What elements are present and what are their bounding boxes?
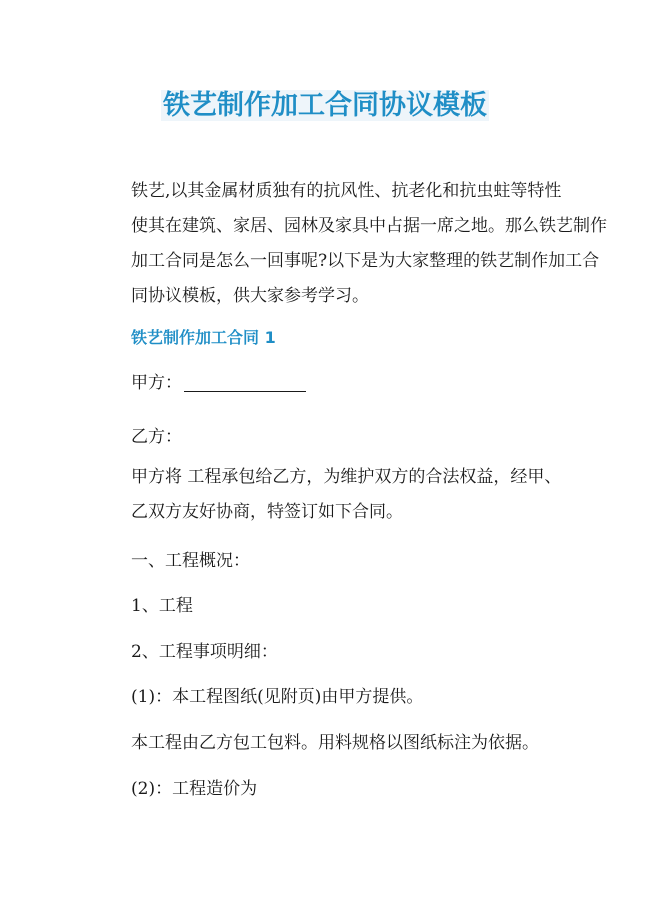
intro-line-2: 使其在建筑、家居、园林及家具中占据一席之地。那么铁艺制作 (131, 216, 607, 236)
party-a-label: 甲方： (131, 373, 182, 393)
agreement-line-1: 甲方将 工程承包给乙方，为维护双方的合法权益，经甲、 (131, 467, 562, 487)
document-title (0, 88, 650, 124)
intro-line-3: 加工合同是怎么一回事呢?以下是为大家整理的铁艺制作加工合 (131, 251, 600, 271)
document-title-text: 铁艺制作加工合同协议模板 (163, 90, 487, 121)
clause-overview: 一、工程概况： (131, 551, 250, 571)
intro-line-4: 同协议模板，供大家参考学习。 (131, 286, 369, 306)
intro-paragraph (131, 174, 607, 314)
party-b-line (131, 420, 551, 455)
agreement-paragraph (131, 460, 562, 530)
intro-line-1: 铁艺,以其金属材质独有的抗风性、抗老化和抗虫蛀等特性 (131, 181, 562, 201)
clause-item-2-1: (1)：本工程图纸(见附页)由甲方提供。 (131, 687, 424, 707)
clause-item-2: 2、工程事项明细： (131, 642, 278, 662)
clause-item-2-1-note: 本工程由乙方包工包料。用料规格以图纸标注为依据。 (131, 733, 539, 753)
party-a-blank (184, 371, 306, 392)
agreement-line-2: 乙双方友好协商，特签订如下合同。 (131, 502, 403, 522)
party-a-line (131, 366, 551, 401)
party-b-label: 乙方： (131, 427, 182, 447)
section-heading: 铁艺制作加工合同 1 (131, 328, 276, 347)
clause-item-1: 1、工程 (131, 596, 193, 616)
clause-item-2-2: (2)：工程造价为 (131, 779, 258, 799)
